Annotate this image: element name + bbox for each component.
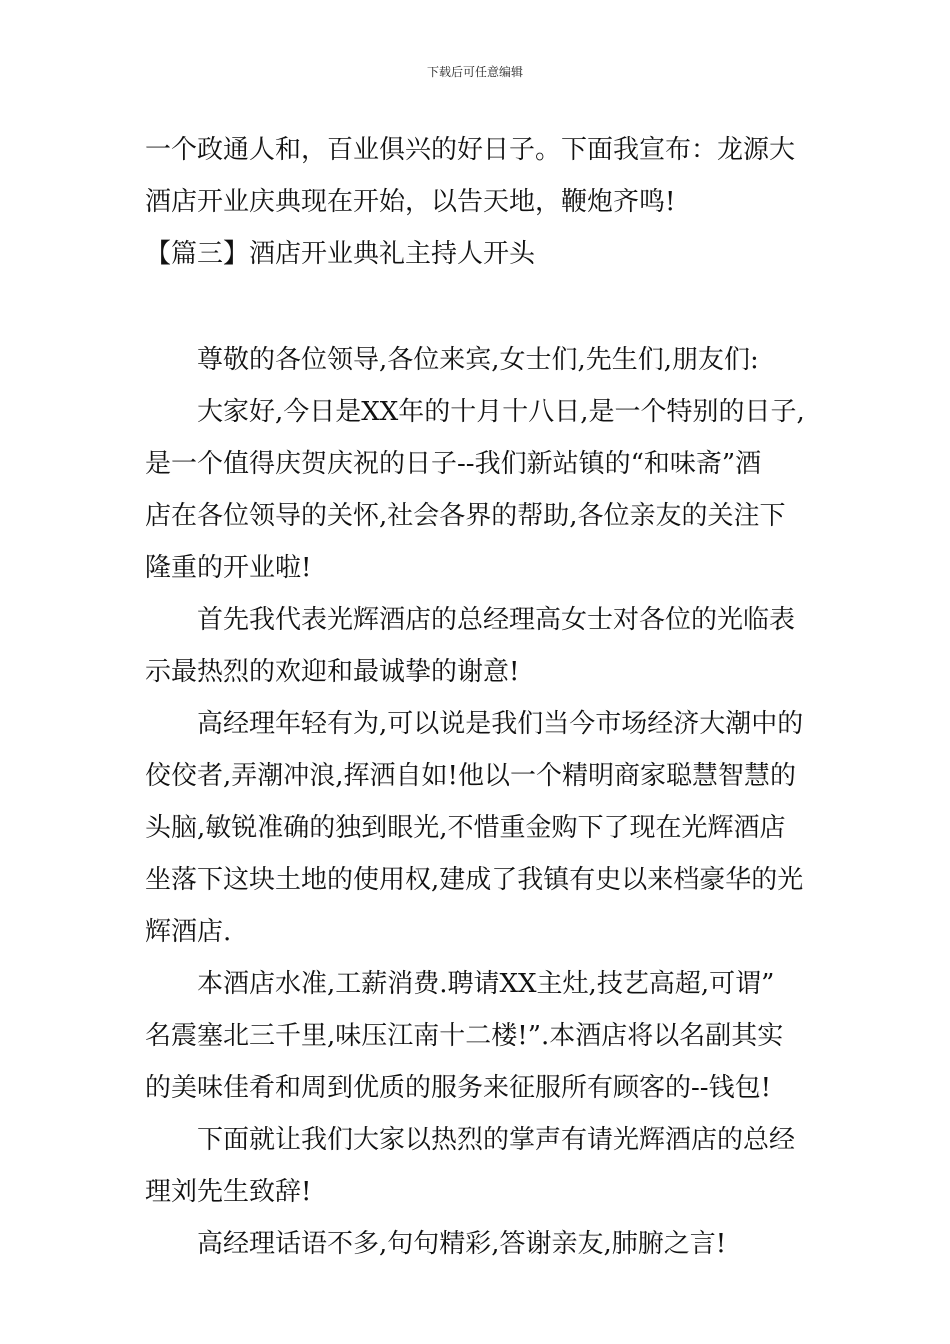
body-text-line: 一个政通人和，百业俱兴的好日子。下面我宣布：龙源大 <box>145 135 796 165</box>
body-text-line: 理刘先生致辞! <box>145 1177 312 1207</box>
body-text-line: 辉酒店. <box>145 917 232 947</box>
paragraph <box>145 1114 807 1218</box>
body-text-line: 坐落下这块土地的使用权,建成了我镇有史以来档豪华的光 <box>145 865 804 895</box>
paragraph <box>145 698 807 958</box>
body-text-line: 高经理话语不多,句句精彩,答谢亲友,肺腑之言! <box>197 1229 727 1259</box>
body-text-line: 名震塞北三千里,味压江南十二楼!”.本酒店将以名副其实 <box>145 1021 784 1051</box>
paragraph <box>145 386 807 594</box>
body-text-line: 示最热烈的欢迎和最诚挚的谢意! <box>145 657 520 687</box>
paragraph <box>145 594 807 698</box>
body-text-line: 的美味佳肴和周到优质的服务来征服所有顾客的--钱包! <box>145 1073 772 1103</box>
section-title: 【篇三】酒店开业典礼主持人开头 <box>145 239 536 269</box>
body-text-line: 佼佼者,弄潮冲浪,挥洒自如!他以一个精明商家聪慧智慧的 <box>145 761 796 791</box>
page-header-note: 下载后可任意编辑 <box>426 65 523 79</box>
body-text-line: 店在各位领导的关怀,社会各界的帮助,各位亲友的关注下 <box>145 501 786 531</box>
paragraph <box>145 1218 807 1270</box>
body-text-line: 高经理年轻有为,可以说是我们当今市场经济大潮中的 <box>197 709 804 739</box>
body-text-line: 首先我代表光辉酒店的总经理高女士对各位的光临表 <box>197 605 796 635</box>
body-text-line: 是一个值得庆贺庆祝的日子--我们新站镇的“和味斋”酒 <box>145 449 762 479</box>
body-text-line: 本酒店水准,工薪消费.聘请XX主灶,技艺高超,可谓” <box>197 969 775 999</box>
blank-line <box>145 280 807 334</box>
body-text-line: 大家好,今日是XX年的十月十八日,是一个特别的日子, <box>197 397 805 427</box>
body-text-line: 下面就让我们大家以热烈的掌声有请光辉酒店的总经 <box>197 1125 796 1155</box>
body-text-line: 头脑,敏锐准确的独到眼光,不惜重金购下了现在光辉酒店 <box>145 813 786 843</box>
body-text-line: 酒店开业庆典现在开始，以告天地，鞭炮齐鸣! <box>145 187 676 217</box>
body-text-line: 隆重的开业啦! <box>145 553 312 583</box>
paragraph <box>145 958 807 1114</box>
body-text-line: 尊敬的各位领导,各位来宾,女士们,先生们,朋友们: <box>197 345 759 375</box>
paragraph <box>145 334 807 386</box>
document-body <box>145 124 807 1270</box>
